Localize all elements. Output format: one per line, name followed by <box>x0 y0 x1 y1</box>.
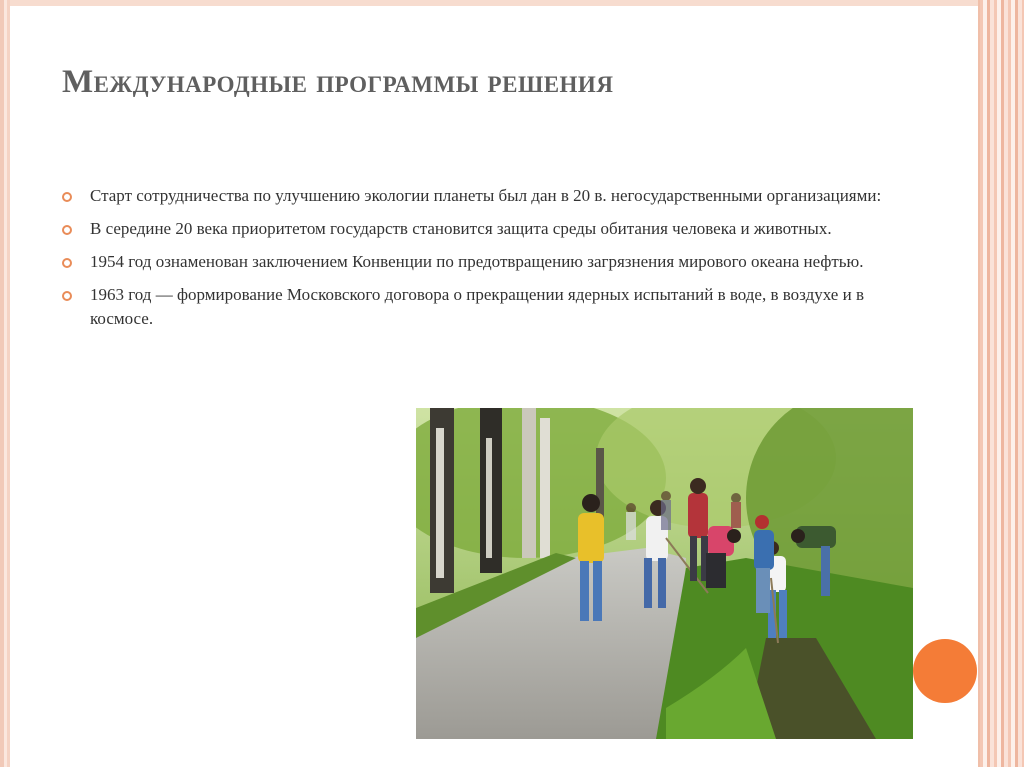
bullet-text: 1963 год — формирование Московского договора о прекращении ядерных испытаний в воде, в воздухе и в космосе. <box>90 285 864 328</box>
tree-trunk <box>540 418 550 558</box>
bullet-text: 1954 год ознаменован заключением Конвенции по предотвращению загрязнения мирового океана нефтью. <box>90 252 864 271</box>
bullet-text: Старт сотрудничества по улучшению экологии планеты был дан в 20 в. негосударственными организациями: <box>90 186 882 205</box>
birch-bark <box>436 428 444 578</box>
right-decorative-stripes <box>980 0 1024 767</box>
bullet-list <box>62 184 902 340</box>
bullet-circle-icon <box>62 225 72 235</box>
bullet-item <box>62 184 902 208</box>
bullet-item <box>62 217 902 241</box>
left-frame-border <box>0 0 10 767</box>
park-cleanup-photo <box>416 408 913 739</box>
tree-trunk <box>522 408 536 558</box>
bullet-circle-icon <box>62 291 72 301</box>
bullet-circle-icon <box>62 258 72 268</box>
birch-bark <box>486 438 492 558</box>
bullet-item <box>62 250 902 274</box>
bullet-item <box>62 283 902 331</box>
bullet-text: В середине 20 века приоритетом государств становится защита среды обитания человека и животных. <box>90 219 832 238</box>
bullet-circle-icon <box>62 192 72 202</box>
top-frame-border <box>10 0 982 6</box>
orange-accent-circle <box>913 639 977 703</box>
slide-title: Международные программы решения <box>62 64 614 100</box>
park-cleanup-illustration <box>416 408 913 739</box>
